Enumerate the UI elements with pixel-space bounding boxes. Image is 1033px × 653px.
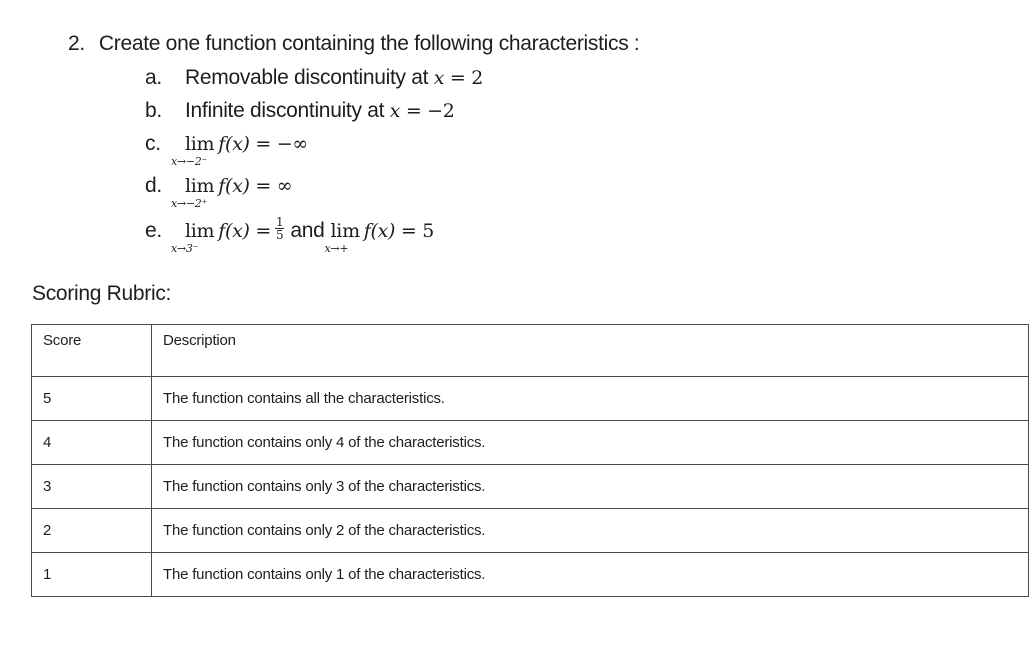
limit-operator	[324, 219, 360, 256]
table-row	[32, 465, 1029, 509]
table-row	[32, 553, 1029, 597]
problem-statement	[68, 32, 639, 56]
table-header-row	[32, 325, 1029, 377]
description-cell: The function contains all the characteristics.	[152, 377, 1029, 421]
score-cell: 5	[32, 377, 152, 421]
table-row	[32, 509, 1029, 553]
description-cell: The function contains only 2 of the characteristics.	[152, 509, 1029, 553]
function-expression: f(x)	[218, 175, 250, 197]
item-d	[145, 174, 293, 210]
limit-subscript: x→+	[324, 242, 349, 256]
math-variable: x	[389, 100, 401, 122]
limit-operator	[171, 219, 215, 256]
math-equation: = −2	[400, 100, 455, 122]
score-cell: 3	[32, 465, 152, 509]
problem-text: Create one function containing the following characteristics :	[98, 32, 640, 55]
item-letter: a.	[145, 66, 162, 89]
description-cell: The function contains only 1 of the characteristics.	[152, 553, 1029, 597]
lim-word: lim	[185, 133, 215, 155]
limit-subscript: x→−2⁻	[171, 155, 207, 168]
limit-operator	[171, 174, 215, 210]
limit-result: = 5	[395, 220, 435, 243]
item-letter: e.	[145, 219, 162, 243]
fraction-numerator: 1	[276, 215, 284, 229]
item-letter: c.	[145, 132, 161, 155]
math-equation: = 2	[444, 67, 484, 89]
lim-word: lim	[185, 220, 215, 243]
description-cell: The function contains only 3 of the characteristics.	[152, 465, 1029, 509]
score-cell: 1	[32, 553, 152, 597]
item-a	[145, 66, 483, 90]
limit-result: = −∞	[249, 133, 308, 155]
table-row	[32, 421, 1029, 465]
item-letter: b.	[145, 99, 162, 122]
score-cell: 4	[32, 421, 152, 465]
item-text: Infinite discontinuity at	[185, 99, 390, 122]
header-description: Description	[152, 325, 1029, 377]
score-cell: 2	[32, 509, 152, 553]
lim-word: lim	[330, 220, 360, 243]
and-connector: and	[290, 219, 325, 243]
item-text: Removable discontinuity at	[185, 66, 434, 89]
description-cell: The function contains only 4 of the characteristics.	[152, 421, 1029, 465]
limit-subscript: x→3⁻	[171, 242, 199, 256]
lim-word: lim	[185, 175, 215, 197]
equals-sign: =	[249, 220, 272, 243]
rubric-title: Scoring Rubric:	[32, 282, 172, 305]
rubric-table	[31, 324, 1029, 597]
fraction	[275, 216, 284, 241]
math-variable: x	[433, 67, 445, 89]
limit-result: = ∞	[249, 175, 293, 197]
item-e	[145, 215, 435, 256]
problem-number: 2.	[68, 32, 85, 55]
item-b	[145, 99, 455, 123]
item-letter: d.	[145, 174, 162, 197]
table-row	[32, 377, 1029, 421]
limit-operator	[171, 132, 215, 168]
fraction-denominator: 5	[276, 228, 284, 242]
limit-subscript: x→−2⁺	[171, 197, 207, 210]
function-expression: f(x)	[363, 220, 396, 243]
function-expression: f(x)	[218, 133, 250, 155]
header-score: Score	[32, 325, 152, 377]
item-c	[145, 132, 308, 168]
function-expression: f(x)	[218, 220, 250, 243]
